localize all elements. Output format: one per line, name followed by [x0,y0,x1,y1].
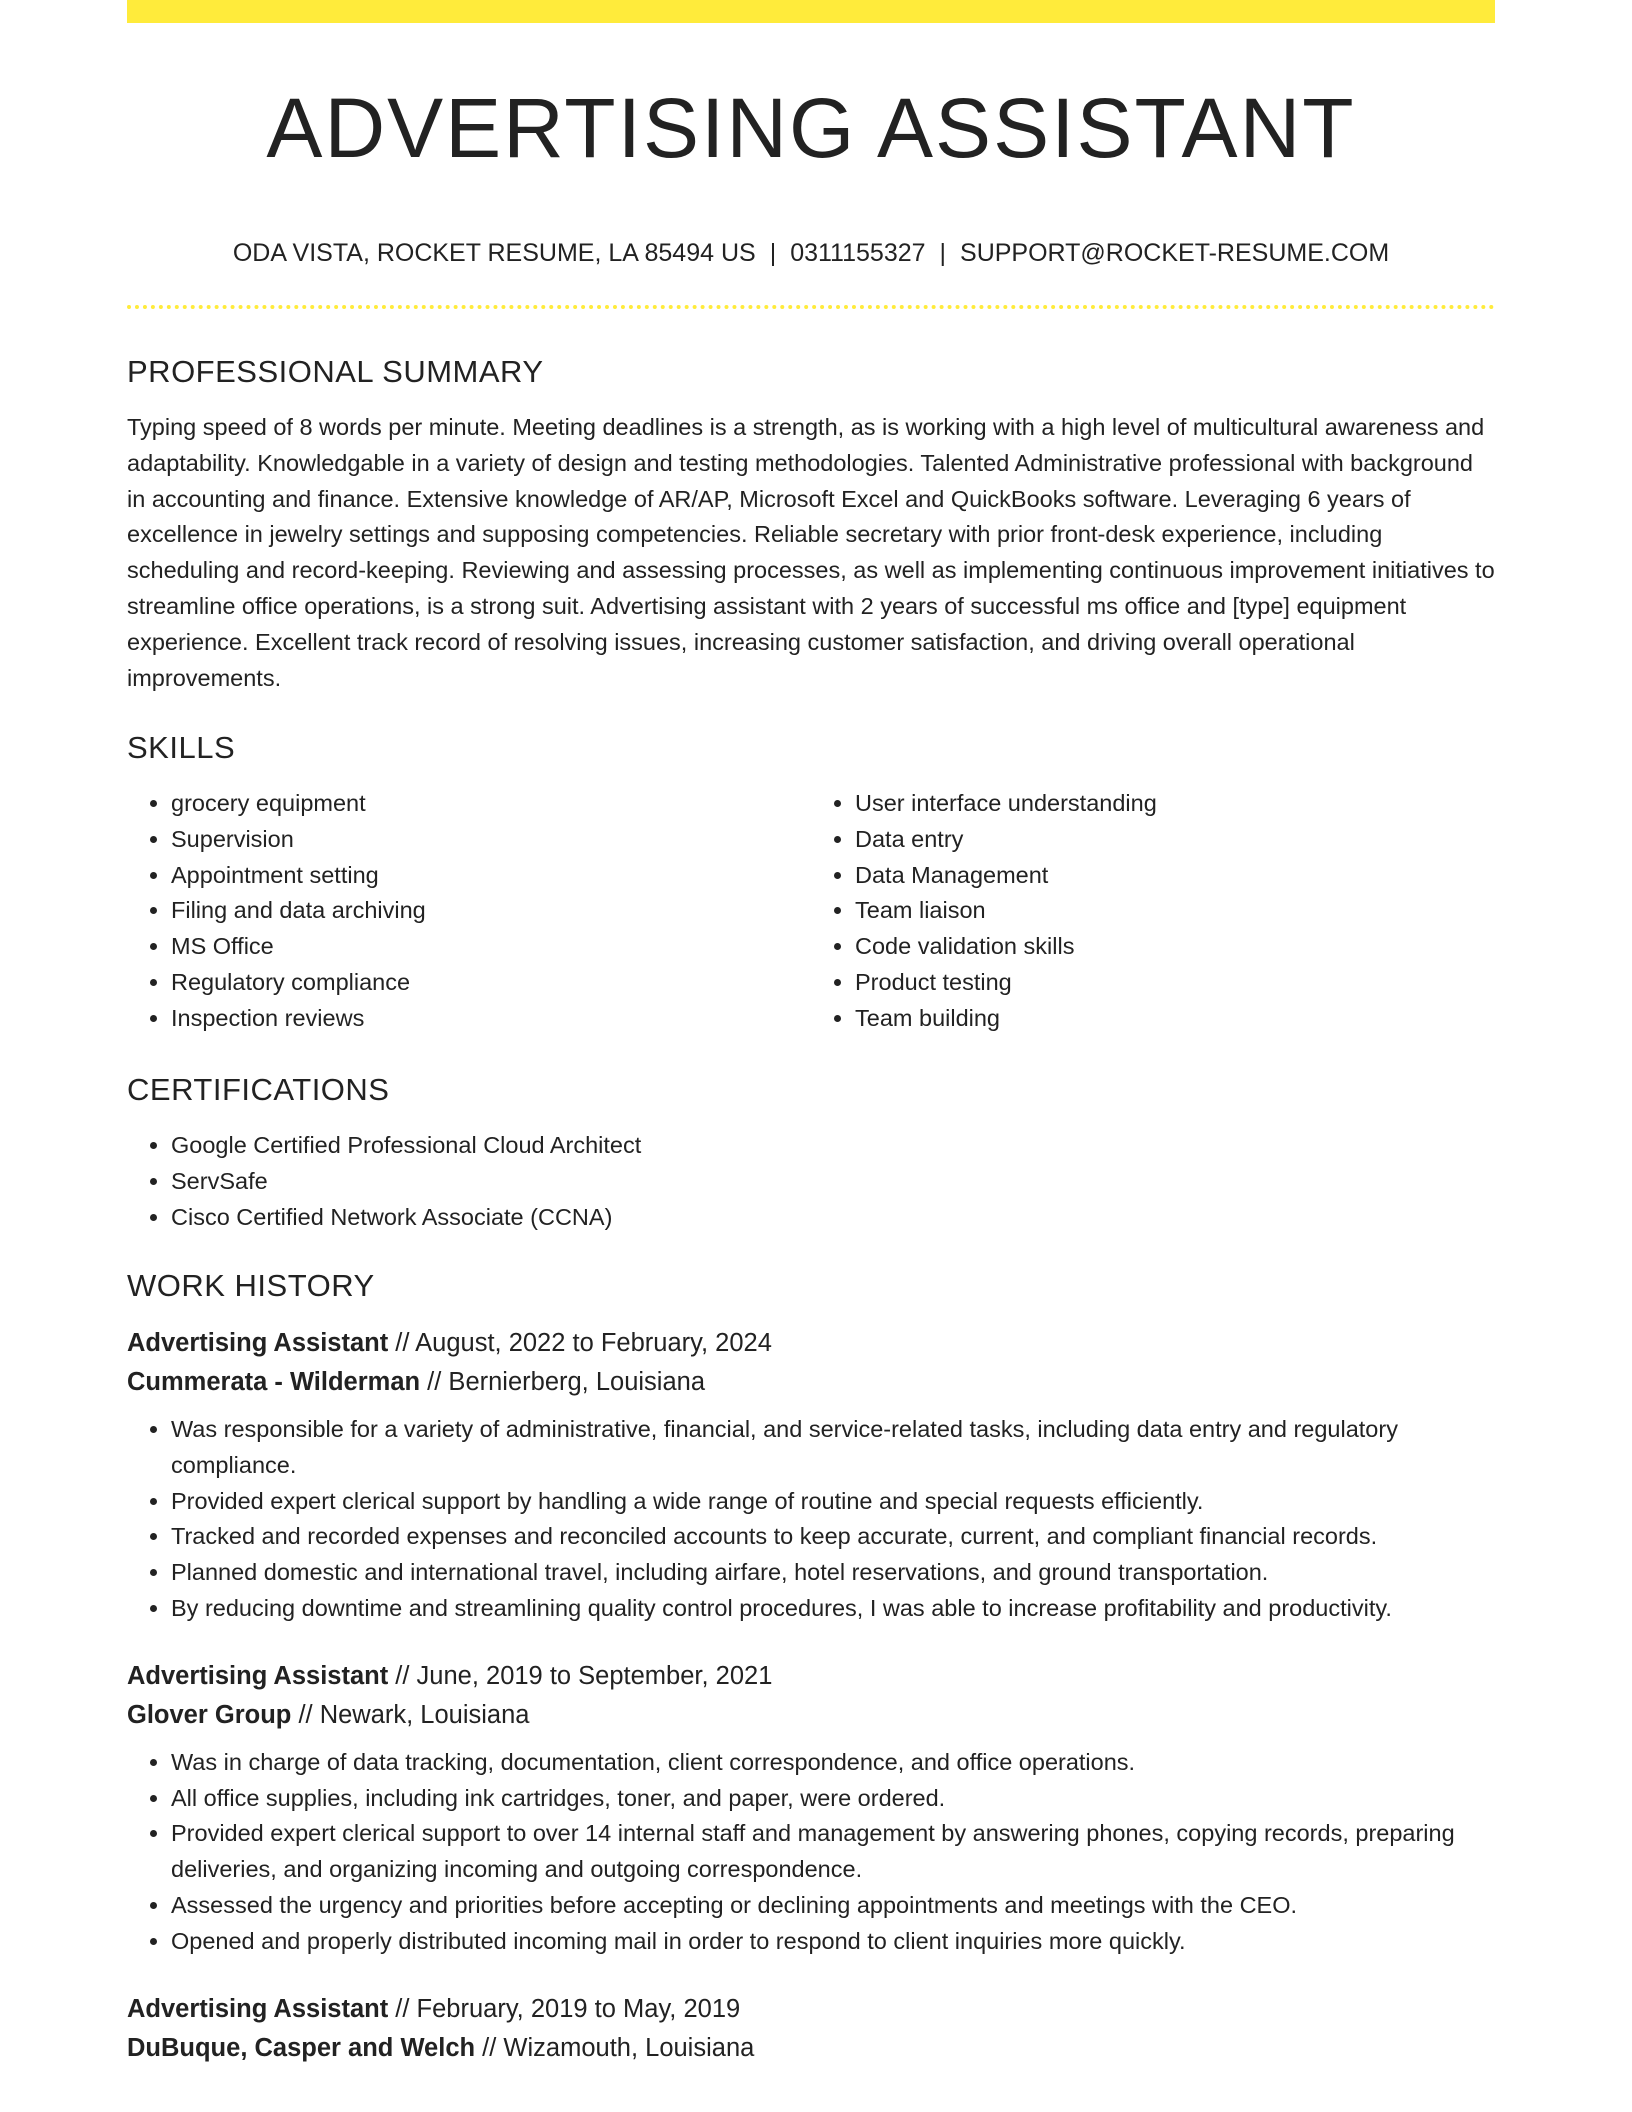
certifications-list [127,1128,1495,1235]
skill-item: • Team building [855,1001,1495,1037]
skills-heading: SKILLS [127,730,236,765]
summary-text: Typing speed of 8 words per minute. Meeting deadlines is a strength, as is working with a high level of multicultural awareness and adaptability. Knowledgable in a variety of design and testing methodologies. Talented Administrative professional with background in accounting and finance. Extensive knowledge of AR/AP, Microsoft Excel and QuickBooks software. Leveraging 6 years of excellence in jewelry settings and supposing competencies. Reliable secretary with prior front-desk experience, including scheduling and record-keeping. Reviewing and assessing processes, as well as implementing continuous improvement initiatives to streamline office operations, is a strong suit. Advertising assistant with 2 years of successful ms office and [type] equipment experience. Excellent track record of resolving issues, increasing customer satisfaction, and driving overall operational improvements. [127,414,1495,691]
job-bullet: • All office supplies, including ink cartridges, toner, and paper, were ordered. [171,1781,1495,1817]
job-title-line [127,1990,1495,2029]
skill-item: • User interface understanding [855,786,1495,822]
certification-item: • ServSafe [171,1164,1495,1200]
job-bullet: • Assessed the urgency and priorities before accepting or declining appointments and meetings with the CEO. [171,1888,1495,1924]
contact-line [127,236,1495,270]
job-bullet: • Planned domestic and international travel, including airfare, hotel reservations, and ground transportation. [171,1555,1495,1591]
job-bullet: • Opened and properly distributed incoming mail in order to respond to client inquiries more quickly. [171,1924,1495,1960]
job-company: Glover Group [127,1700,292,1729]
certifications-section [127,1070,1495,1235]
skill-item: • Regulatory compliance [171,965,811,1001]
skill-item: • Supervision [171,822,811,858]
skill-item: • Data Management [855,858,1495,894]
skill-item: • MS Office [171,929,811,965]
job-location: // Newark, Louisiana [291,1700,530,1729]
contact-email[interactable]: SUPPORT@ROCKET-RESUME.COM [960,239,1390,267]
job-bullets [127,1412,1495,1627]
job-entry [127,1990,1495,2068]
job-title-line [127,1324,1495,1363]
summary-section [127,352,1495,696]
job-company-line [127,1363,1495,1402]
skills-columns [127,786,1495,1037]
skill-item: • Product testing [855,965,1495,1001]
job-company-line [127,1696,1495,1735]
job-dates: // June, 2019 to September, 2021 [388,1661,773,1690]
job-bullet: • Was responsible for a variety of administrative, financial, and service-related tasks, including data entry and regulatory compliance. [171,1412,1495,1484]
accent-bar [127,0,1495,23]
resume-title: ADVERTISING ASSISTANT [266,81,1356,175]
skill-item: • Filing and data archiving [171,893,811,929]
job-dates: // February, 2019 to May, 2019 [388,1994,741,2023]
job-entry [127,1324,1495,1627]
job-title-line [127,1657,1495,1696]
contact-phone[interactable]: 0311155327 [790,239,926,267]
skill-item: • grocery equipment [171,786,811,822]
job-bullet: • Tracked and recorded expenses and reconciled accounts to keep accurate, current, and compliant financial records. [171,1519,1495,1555]
job-entry [127,1657,1495,1960]
work-jobs [127,1324,1495,2068]
job-location: // Wizamouth, Louisiana [475,2033,755,2062]
job-bullet: • Provided expert clerical support to over 14 internal staff and management by answering phones, copying records, preparing deliveries, and organizing incoming and outgoing correspondence. [171,1816,1495,1888]
skills-list-left [127,786,811,1037]
job-bullets [127,1745,1495,1960]
skill-item: • Code validation skills [855,929,1495,965]
skills-section [127,728,1495,1037]
skill-item: • Data entry [855,822,1495,858]
job-company: Cummerata - Wilderman [127,1368,421,1396]
job-location: // Bernierberg, Louisiana [420,1368,706,1396]
job-bullet: • By reducing downtime and streamlining quality control procedures, I was able to increase profitability and productivity. [171,1591,1495,1627]
certification-item: • Google Certified Professional Cloud Architect [171,1128,1495,1164]
certification-item: • Cisco Certified Network Associate (CCNA) [171,1200,1495,1236]
job-bullet: • Was in charge of data tracking, documentation, client correspondence, and office operations. [171,1745,1495,1781]
skill-item: • Team liaison [855,893,1495,929]
job-bullet: • Provided expert clerical support by handling a wide range of routine and special requests efficiently. [171,1484,1495,1520]
contact-address: ODA VISTA, ROCKET RESUME, LA 85494 US [232,239,756,267]
contact-separator: | [769,239,777,267]
certifications-heading: CERTIFICATIONS [127,1072,390,1107]
job-title: Advertising Assistant [127,1994,389,2023]
job-company: DuBuque, Casper and Welch [127,2033,476,2062]
job-company-line [127,2029,1495,2068]
work-section [127,1266,1495,2068]
job-title: Advertising Assistant [127,1329,389,1357]
job-dates: // August, 2022 to February, 2024 [388,1329,772,1357]
summary-heading: PROFESSIONAL SUMMARY [127,354,544,389]
job-title: Advertising Assistant [127,1661,389,1690]
skill-item: • Inspection reviews [171,1001,811,1037]
dotted-divider [127,305,1495,309]
skills-list-right [811,786,1495,1037]
skill-item: • Appointment setting [171,858,811,894]
contact-separator: | [939,239,947,267]
work-heading: WORK HISTORY [127,1268,375,1303]
